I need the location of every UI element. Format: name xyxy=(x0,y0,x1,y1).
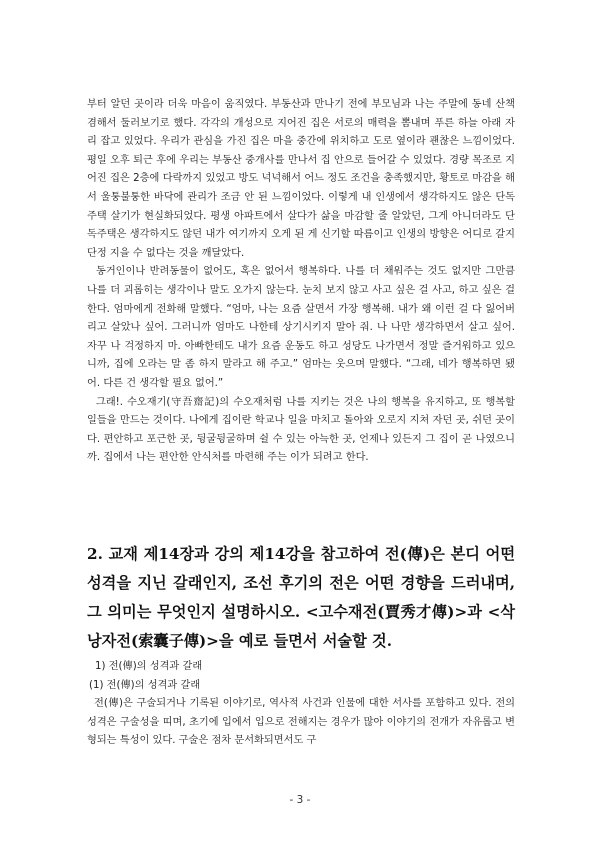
essay-body xyxy=(87,96,515,468)
section-heading: 1) 전(傳)의 성격과 갈래 xyxy=(95,661,203,672)
page-number: - 3 - xyxy=(289,794,311,806)
answer-paragraph: 전(傳)은 구술되거나 기록된 이야기로, 역사적 사건과 인물에 대한 서사를 포함하고 있다. 전의 성격은 구술성을 띠며, 초기에 입에서 입으로 전해지는 경우가 많아 이야기의 전개가 자유롭고 변형되는 특성이 있다. 구술은 점차 문서화되면서도 구 xyxy=(87,698,515,747)
question-heading: 2. 교재 제14장과 강의 제14강을 참고하여 전(傳)은 본디 어떤 성격을 지닌 갈래인지, 조선 후기의 전은 어떤 경향을 드러내며, 그 의미는 무엇인지 설명하시오. <고수재전(賈秀才傳)>과 <삭낭자전(索囊子傳)>을 예로 들면서 서술할 것. xyxy=(87,545,515,650)
subsection-heading: (1) 전(傳)의 성격과 갈래 xyxy=(89,679,201,691)
answer-section xyxy=(87,658,515,751)
paragraph-happiness: 동거인이나 반려동물이 없어도, 혹은 없어서 행복하다. 나를 더 채워주는 것도 없지만 그만큼 나를 더 괴롭히는 생각이나 말도 오가지 않는다. 눈치 보지 않고 사고 싶은 걸 사고, 하고 싶은 걸 한다. 엄마에게 전화해 말했다. “엄마, 나는 요즘 살면서 가장 행복해. 내가 왜 이런 걸 다 잃어버리고 살았나 싶어. 그러니까 엄마도 나한테 상기시키지 말아 줘. 나 나만 생각하면서 살고 싶어. 자꾸 나 걱정하지 마. 아빠한테도 내가 요즘 운동도 하고 성당도 나가면서 정말 즐거워하고 있으니까, 집에 오라는 말 좀 하지 말라고 해 주고.” 엄마는 웃으며 말했다. “그래, 네가 행복하면 됐어. 다른 건 생각할 필요 없어.” xyxy=(87,266,515,389)
paragraph-suojaegi: 그래!. 수오재기(守吾齋記)의 수오재처럼 나를 지키는 것은 나의 행복을 유지하고, 또 행복할 일들을 만드는 것이다. 나에게 집이란 학교나 일을 마치고 돌아와 오로지 지쳐 자던 곳, 쉬던 곳이다. 편안하고 포근한 곳, 뒹굴뒹굴하며 쉴 수 있는 아늑한 곳, 언제나 있든지 그 집이 곧 나였으니까. 집에서 나는 편안한 안식처를 마련해 주는 이가 되려고 한다. xyxy=(87,396,515,464)
paragraph-house-story: 부터 알던 곳이라 더욱 마음이 움직였다. 부동산과 만나기 전에 부모님과 나는 주말에 동네 산책 겸해서 둘러보기로 했다. 각각의 개성으로 지어진 집은 서로의 매력을 뽐내며 푸른 하늘 아래 자리 잡고 있었다. 우리가 관심을 가진 집은 마을 중간에 위치하고 도로 옆이라 괜찮은 느낌이었다. 평일 오후 퇴근 후에 우리는 부동산 중개사를 만나서 집 안으로 들어갈 수 있었다. 경량 목조로 지어진 집은 2층에 다락까지 있었고 방도 넉넉해서 어느 정도 조건을 충족했지만, 황토로 마감을 해서 울퉁불퉁한 바닥에 관리가 조금 안 된 느낌이었다. 이렇게 내 인생에서 생각하지도 않은 단독주택 살기가 현실화되었다. 평생 아파트에서 살다가 삶을 마감할 줄 알았던, 그게 아니더라도 단독주택은 생각하지도 않던 내가 여기까지 오게 된 게 신기할 따름이고 인생의 방향은 어디로 갈지 단정 지을 수 없다는 것을 깨달았다. xyxy=(87,99,515,259)
